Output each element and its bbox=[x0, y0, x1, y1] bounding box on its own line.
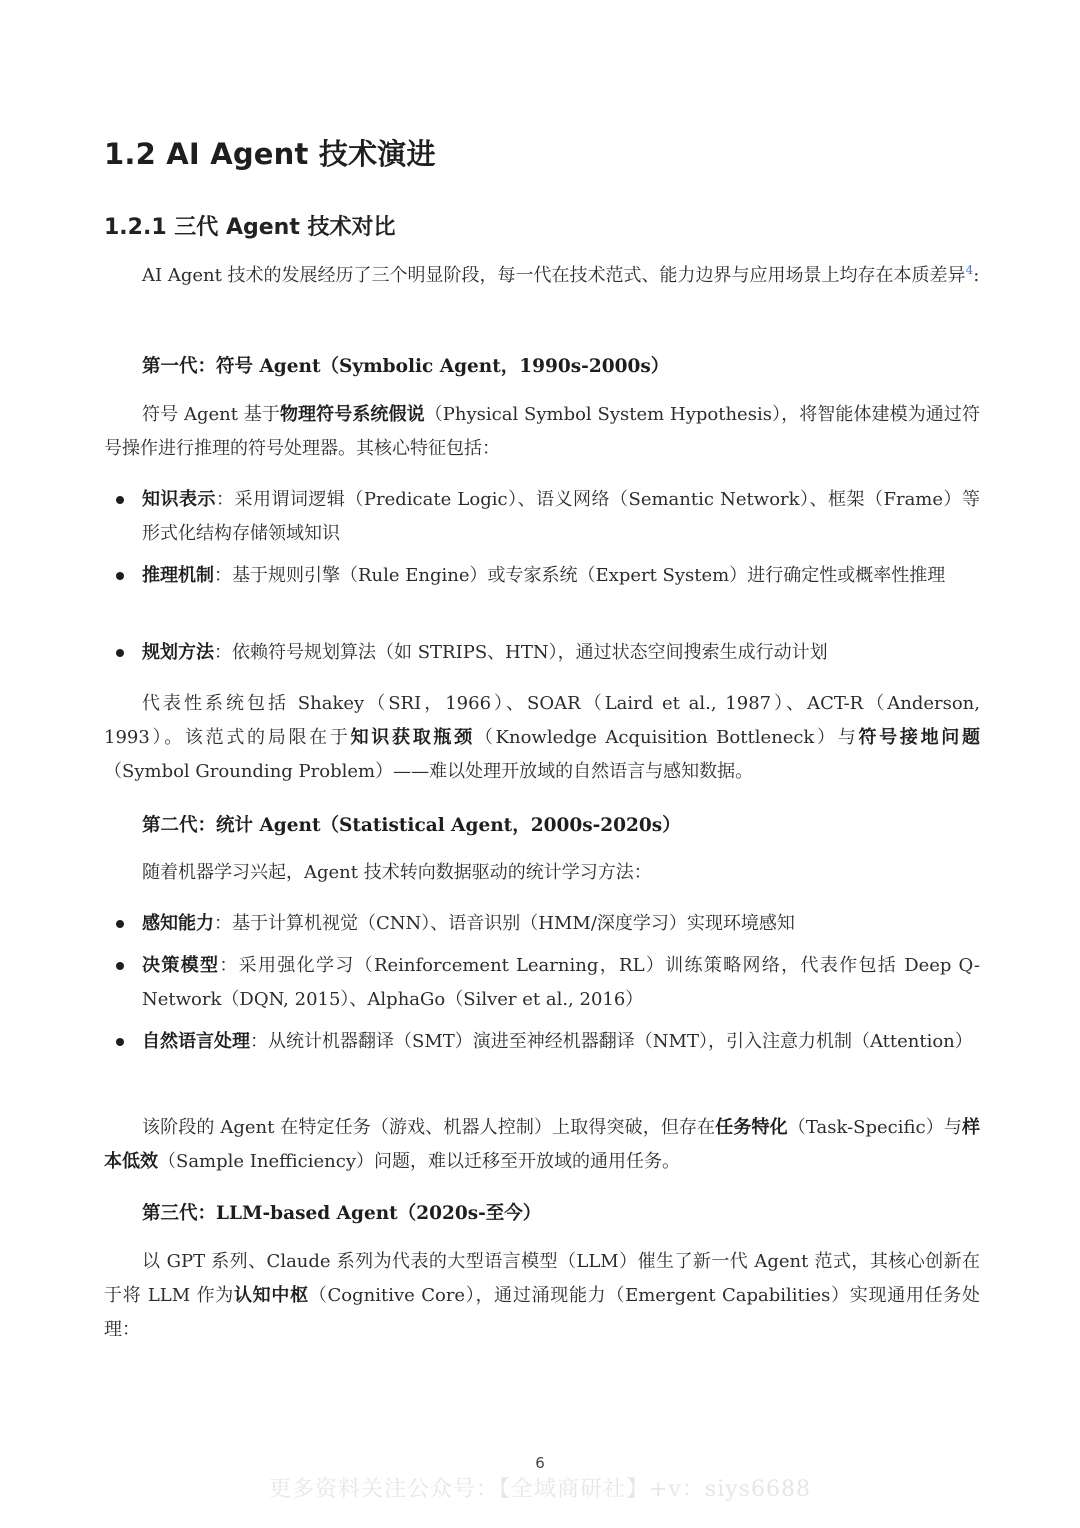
gen3-desc-text: 以 GPT 系列、Claude 系列为代表的大型语言模型（LLM）催生了新一代 Agent 范式，其核心创新在于将 LLM 作为 bbox=[104, 1251, 980, 1306]
section-title: 1.2 AI Agent 技术演进 bbox=[104, 137, 436, 171]
bullet-body: ：基于规则引擎（Rule Engine）或专家系统（Expert System）进行确定性或概率性推理 bbox=[214, 565, 946, 586]
bullet-dot bbox=[116, 962, 124, 970]
gen3-heading: 第三代：LLM-based Agent（2020s-至今） bbox=[142, 1203, 542, 1224]
intro-paragraph bbox=[104, 259, 980, 293]
gen1-bullet-3 bbox=[104, 636, 980, 670]
gen2-bullet-3 bbox=[104, 1025, 980, 1059]
bullet-term: 决策模型 bbox=[142, 955, 220, 976]
bullet-dot bbox=[116, 496, 124, 504]
subsection-title: 1.2.1 三代 Agent 技术对比 bbox=[104, 215, 396, 240]
intro-colon: : bbox=[973, 265, 980, 286]
gen1-desc-text: 符号 Agent 基于 bbox=[142, 404, 280, 425]
gen2-summary-text: 该阶段的 Agent 在特定任务（游戏、机器人控制）上取得突破，但存在 bbox=[142, 1117, 716, 1138]
gen1-summary-bold-2: 符号接地问题 bbox=[858, 727, 981, 748]
bullet-text bbox=[142, 559, 980, 593]
bullet-dot bbox=[116, 1038, 124, 1046]
gen1-desc-text-2: （Physical Symbol System Hypothesis），将智能体建模为通过符号操作进行推理的符号处理器。其核心特征包括： bbox=[104, 404, 980, 459]
gen1-summary bbox=[104, 687, 980, 789]
bullet-dot bbox=[116, 572, 124, 580]
bullet-term: 知识表示 bbox=[142, 489, 216, 510]
gen2-summary-bold-1: 任务特化 bbox=[715, 1117, 788, 1138]
gen1-summary-text-3: （Symbol Grounding Problem）——难以处理开放域的自然语言与感知数据。 bbox=[104, 761, 754, 782]
bullet-term: 自然语言处理 bbox=[142, 1031, 250, 1052]
gen1-summary-text: 代表性系统包括 Shakey（SRI，1966）、SOAR（Laird et al., 1987）、ACT-R（Anderson, 1993）。该范式的局限在于 bbox=[104, 693, 980, 748]
gen1-heading: 第一代：符号 Agent（Symbolic Agent，1990s-2000s） bbox=[142, 356, 670, 377]
page-number: 6 bbox=[535, 1454, 545, 1472]
gen2-bullet-2 bbox=[104, 949, 980, 1017]
gen2-description: 随着机器学习兴起，Agent 技术转向数据驱动的统计学习方法： bbox=[142, 862, 652, 883]
bullet-body: ：从统计机器翻译（SMT）演进至神经机器翻译（NMT），引入注意力机制（Attention） bbox=[250, 1031, 973, 1052]
bullet-text bbox=[142, 907, 980, 941]
gen3-description bbox=[104, 1245, 980, 1347]
gen2-heading: 第二代：统计 Agent（Statistical Agent，2000s-2020s） bbox=[142, 815, 681, 836]
bullet-term: 感知能力 bbox=[142, 913, 214, 934]
gen1-bullet-1 bbox=[104, 483, 980, 551]
gen2-summary-text-3: （Sample Inefficiency）问题，难以迁移至开放域的通用任务。 bbox=[158, 1151, 681, 1172]
gen2-summary bbox=[104, 1111, 980, 1179]
bullet-text bbox=[142, 636, 980, 670]
gen1-summary-text-2: （Knowledge Acquisition Bottleneck）与 bbox=[474, 727, 859, 748]
bullet-body: ：基于计算机视觉（CNN）、语音识别（HMM/深度学习）实现环境感知 bbox=[214, 913, 795, 934]
bullet-body: ：采用谓词逻辑（Predicate Logic）、语义网络（Semantic Network）、框架（Frame）等形式化结构存储领域知识 bbox=[142, 489, 981, 544]
gen1-bullet-2 bbox=[104, 559, 980, 593]
bullet-term: 推理机制 bbox=[142, 565, 214, 586]
gen1-description bbox=[104, 398, 980, 466]
bullet-term: 规划方法 bbox=[142, 642, 214, 663]
gen3-desc-text-2: （Cognitive Core），通过涌现能力（Emergent Capabilities）实现通用任务处理： bbox=[104, 1285, 981, 1340]
watermark: 更多资料关注公众号：【全域商研社】+v：siys6688 bbox=[269, 1477, 811, 1502]
bullet-dot bbox=[116, 649, 124, 657]
gen1-summary-bold-1: 知识获取瓶颈 bbox=[350, 727, 475, 748]
gen1-desc-bold: 物理符号系统假说 bbox=[279, 404, 425, 425]
bullet-body: ：依赖符号规划算法（如 STRIPS、HTN），通过状态空间搜索生成行动计划 bbox=[214, 642, 828, 663]
bullet-text bbox=[142, 483, 980, 551]
gen2-bullet-1 bbox=[104, 907, 980, 941]
footnote-ref[interactable]: 4 bbox=[965, 263, 974, 277]
bullet-dot bbox=[116, 920, 124, 928]
gen3-desc-bold: 认知中枢 bbox=[233, 1285, 309, 1306]
bullet-text bbox=[142, 1025, 980, 1059]
gen2-summary-text-2: （Task-Specific）与 bbox=[787, 1117, 962, 1138]
bullet-text bbox=[142, 949, 980, 1017]
bullet-body: ：采用强化学习（Reinforcement Learning，RL）训练策略网络，代表作包括 Deep Q-Network（DQN, 2015）、AlphaGo（Silver et al., 2016） bbox=[142, 955, 980, 1010]
intro-text: AI Agent 技术的发展经历了三个明显阶段，每一代在技术范式、能力边界与应用场景上均存在本质差异 bbox=[142, 265, 966, 286]
gen2-summary-bold-2: 样本低效 bbox=[104, 1117, 980, 1172]
